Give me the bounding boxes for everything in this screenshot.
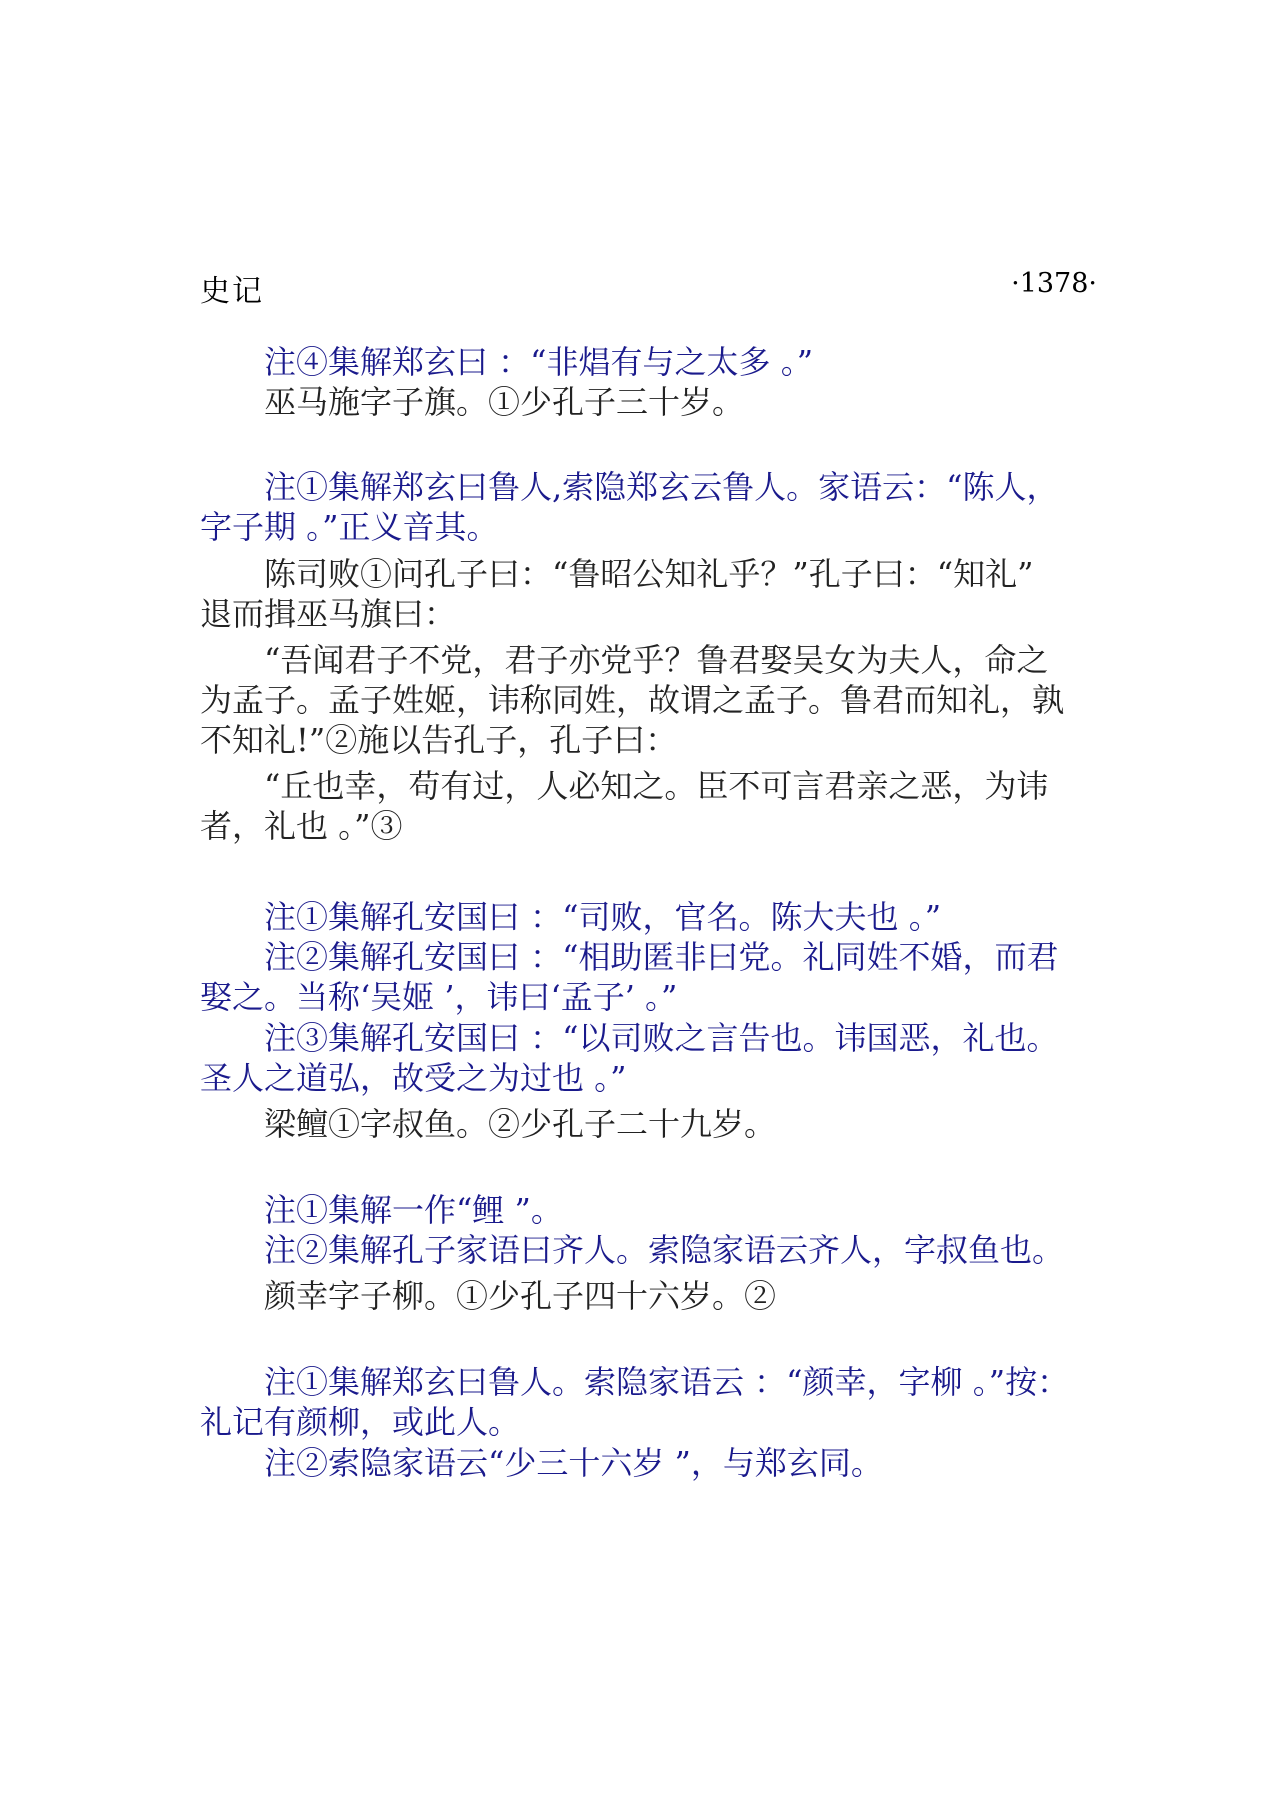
- text-line: 梁鳣①字叔鱼。②少孔子二十九岁。: [264, 1105, 777, 1143]
- text-line: “吾闻君子不党，君子亦党乎？鲁君娶吴女为夫人，命之: [264, 641, 1049, 679]
- text-line: 注①集解郑玄曰鲁人,索隐郑玄云鲁人。家语云：“陈人，: [264, 468, 1059, 506]
- text-line: 注④集解郑玄曰 ：“非焻有与之太多 。”: [264, 343, 814, 381]
- text-line: 注②索隐家语云“少三十六岁 ”，与郑玄同。: [264, 1444, 883, 1482]
- page-number: ·1378·: [1011, 268, 1097, 299]
- text-line: 注③集解孔安国曰 ：“以司败之言告也。讳国恶，礼也。: [264, 1019, 1059, 1057]
- text-line: 注②集解孔安国曰 ：“相助匿非曰党。礼同姓不婚，而君: [264, 938, 1059, 976]
- text-line: 圣人之道弘，故受之为过也 。”: [200, 1059, 627, 1097]
- text-line: 字子期 。”正义音其。: [200, 508, 499, 546]
- text-line: 娶之。当称‘吴姬 ’，讳曰‘孟子’ 。”: [200, 978, 678, 1016]
- text-line: 注①集解一作“鲤 ”。: [264, 1191, 563, 1229]
- text-line: 注①集解郑玄曰鲁人。索隐家语云 ：“颜幸，字柳 。”按：: [264, 1363, 1070, 1401]
- text-line: 注②集解孔子家语曰齐人。索隐家语云齐人，字叔鱼也。: [264, 1231, 1065, 1269]
- text-line: 颜幸字子柳。①少孔子四十六岁。②: [264, 1277, 777, 1315]
- text-line: 礼记有颜柳，或此人。: [200, 1403, 521, 1441]
- text-line: “丘也幸，苟有过，人必知之。臣不可言君亲之恶，为讳: [264, 767, 1049, 805]
- text-line: 陈司败①问孔子曰：“鲁昭公知礼乎？”孔子曰：“知礼”: [264, 555, 1034, 593]
- book-title: 史记: [200, 274, 264, 309]
- text-line: 注①集解孔安国曰 ：“司败，官名。陈大夫也 。”: [264, 898, 942, 936]
- text-line: 不知礼!”②施以告孔子，孔子曰：: [200, 721, 678, 759]
- text-line: 者，礼也 。”③: [200, 807, 403, 845]
- text-line: 退而揖巫马旗曰：: [200, 595, 457, 633]
- text-line: 巫马施字子旗。①少孔子三十岁。: [264, 383, 745, 421]
- text-line: 为孟子。孟子姓姬，讳称同姓，故谓之孟子。鲁君而知礼，孰: [200, 681, 1065, 719]
